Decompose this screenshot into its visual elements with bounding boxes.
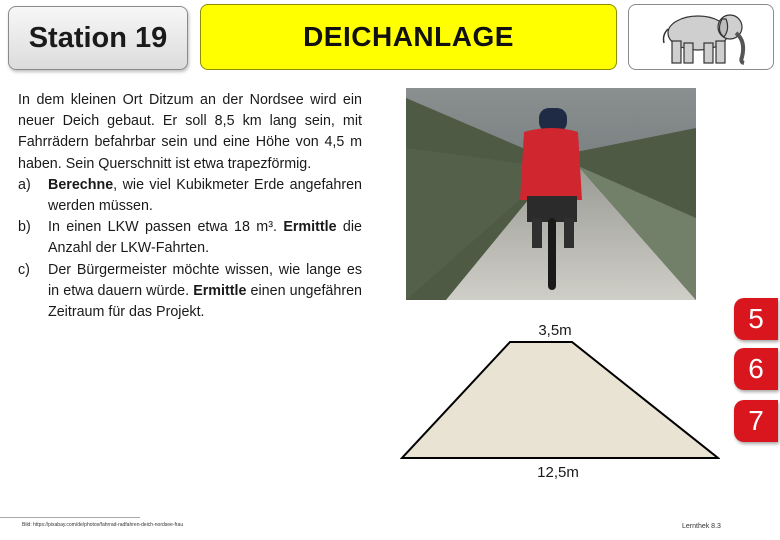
page-title: DEICHANLAGE <box>303 21 514 52</box>
item-label: b) <box>18 219 31 236</box>
elephant-icon <box>646 7 756 67</box>
footer-credit: Lernthek 8.3 <box>682 523 721 530</box>
task-item-b <box>18 217 362 259</box>
task-intro: In dem kleinen Ort Ditzum an der Nordsee wird ein neuer Deich gebaut. Er soll 8,5 km lang sein, mit Fahrrädern befahrbar sein und eine Höhe von 4,5 m haben. Sein Querschnitt ist etwa trapezförmig. <box>18 92 362 172</box>
item-verb: Ermittle <box>193 282 247 299</box>
top-width-label: 3,5m <box>538 322 572 339</box>
footer-divider <box>0 517 140 518</box>
task-item-c <box>18 260 362 324</box>
task-item-a <box>18 175 362 217</box>
trapezoid-shape <box>400 340 720 460</box>
item-text: In einen LKW passen etwa 18 m³. <box>48 219 284 236</box>
level-badge-7: 7 <box>734 400 778 442</box>
item-text: einen ungefähren Zeitraum für das Projekt. <box>48 282 362 321</box>
bottom-width-label: 12,5m <box>537 464 579 481</box>
item-verb: Ermittle <box>283 219 337 236</box>
station-label <box>8 6 188 70</box>
title-banner <box>200 4 617 70</box>
level-badge-5: 5 <box>734 298 778 340</box>
item-text: die Anzahl der LKW-Fahrten. <box>48 219 362 257</box>
elephant-logo <box>628 4 774 70</box>
cyclist-photo <box>406 88 696 300</box>
item-text: Der Bürgermeister möchte wissen, wie lange es in etwa dauern würde. <box>48 261 362 299</box>
item-text: , wie viel Kubikmeter Erde angefahren werden müssen. <box>48 176 362 215</box>
task-text <box>18 90 362 323</box>
image-source: Bild: https://pixabay.com/de/photos/fahrrad-radfahren-deich-nordsee-frau <box>22 522 184 528</box>
level-badge-6: 6 <box>734 348 778 390</box>
station-text: Station 19 <box>28 21 168 54</box>
item-label: a) <box>18 176 31 193</box>
photo-image <box>406 88 696 300</box>
dike-cross-section <box>400 340 720 460</box>
item-verb: Berechne <box>48 176 114 193</box>
item-label: c) <box>18 261 30 278</box>
task-list <box>18 175 362 323</box>
